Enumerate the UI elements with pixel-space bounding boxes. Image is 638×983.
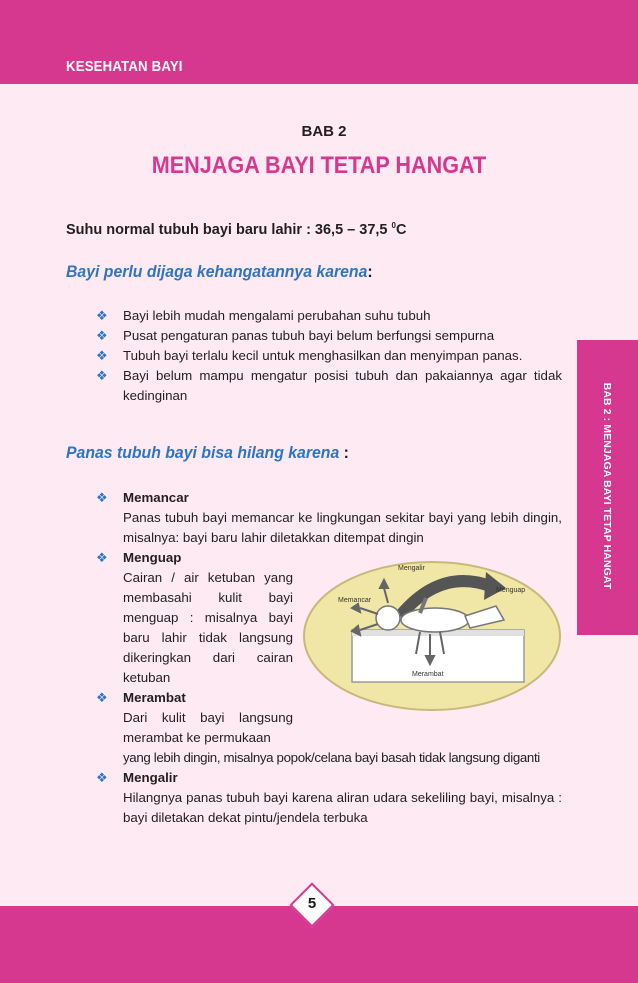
diamond-bullet-icon: ❖ — [96, 348, 108, 363]
label-menguap: Menguap — [496, 587, 526, 594]
diamond-bullet-icon: ❖ — [96, 490, 108, 505]
diamond-bullet-icon: ❖ — [96, 550, 108, 565]
list-item: ❖ Menguap Cairan / air ketuban yang membasahi kulit bayi menguap : misalnya bayi baru lahir tidak langsung dikeringkan dari cairan ketuban — [96, 550, 293, 685]
section1-list — [96, 306, 562, 406]
list-item: ❖ Pusat pengaturan panas tubuh bayi belum berfungsi sempurna — [96, 326, 562, 346]
label-merambat: Merambat — [412, 671, 444, 678]
diamond-bullet-icon: ❖ — [96, 328, 108, 343]
diamond-bullet-icon: ❖ — [96, 308, 108, 323]
section1-heading: Bayi perlu dijaga kehangatannya karena: — [66, 262, 373, 281]
page-number: 5 — [307, 895, 317, 912]
label-memancar: Memancar — [338, 597, 372, 604]
list-item: ❖ Bayi lebih mudah mengalami perubahan suhu tubuh — [96, 306, 562, 326]
section2-heading: Panas tubuh bayi bisa hilang karena : — [66, 443, 349, 462]
list-item: ❖ Mengalir Hilangnya panas tubuh bayi karena aliran udara sekeliling bayi, misalnya : bayi diletakan dekat pintu/jendela terbuka — [96, 770, 562, 825]
list-item: ❖ Memancar Panas tubuh bayi memancar ke lingkungan sekitar bayi yang lebih dingin, misalnya: bayi baru lahir diletakkan ditempat dingin — [96, 490, 562, 545]
list-item: ❖ Bayi belum mampu mengatur posisi tubuh dan pakaiannya agar tidak kedinginan — [96, 368, 562, 403]
diamond-bullet-icon: ❖ — [96, 368, 108, 383]
side-tab-label: BAB 2 : MENJAGA BAYI TETAP HANGAT — [601, 382, 613, 590]
chapter-title: MENJAGA BAYI TETAP HANGAT — [151, 152, 487, 179]
chapter-label: BAB 2 — [301, 123, 347, 140]
diamond-bullet-icon: ❖ — [96, 690, 108, 705]
diamond-bullet-icon: ❖ — [96, 770, 108, 785]
list-item: ❖ Merambat Dari kulit bayi langsung merambat ke permukaan yang lebih dingin, misalnya popok/celana bayi basah tidak langsung diganti — [96, 690, 540, 765]
label-mengalir: Mengalir — [398, 565, 425, 572]
normal-temperature: Suhu normal tubuh bayi baru lahir : 36,5 – 37,5 $^0$C — [66, 221, 407, 238]
heat-loss-illustration — [300, 558, 565, 714]
list-item: ❖ Tubuh bayi terlalu kecil untuk menghasilkan dan menyimpan panas. — [96, 346, 562, 366]
header-title: KESEHATAN BAYI — [66, 58, 183, 75]
